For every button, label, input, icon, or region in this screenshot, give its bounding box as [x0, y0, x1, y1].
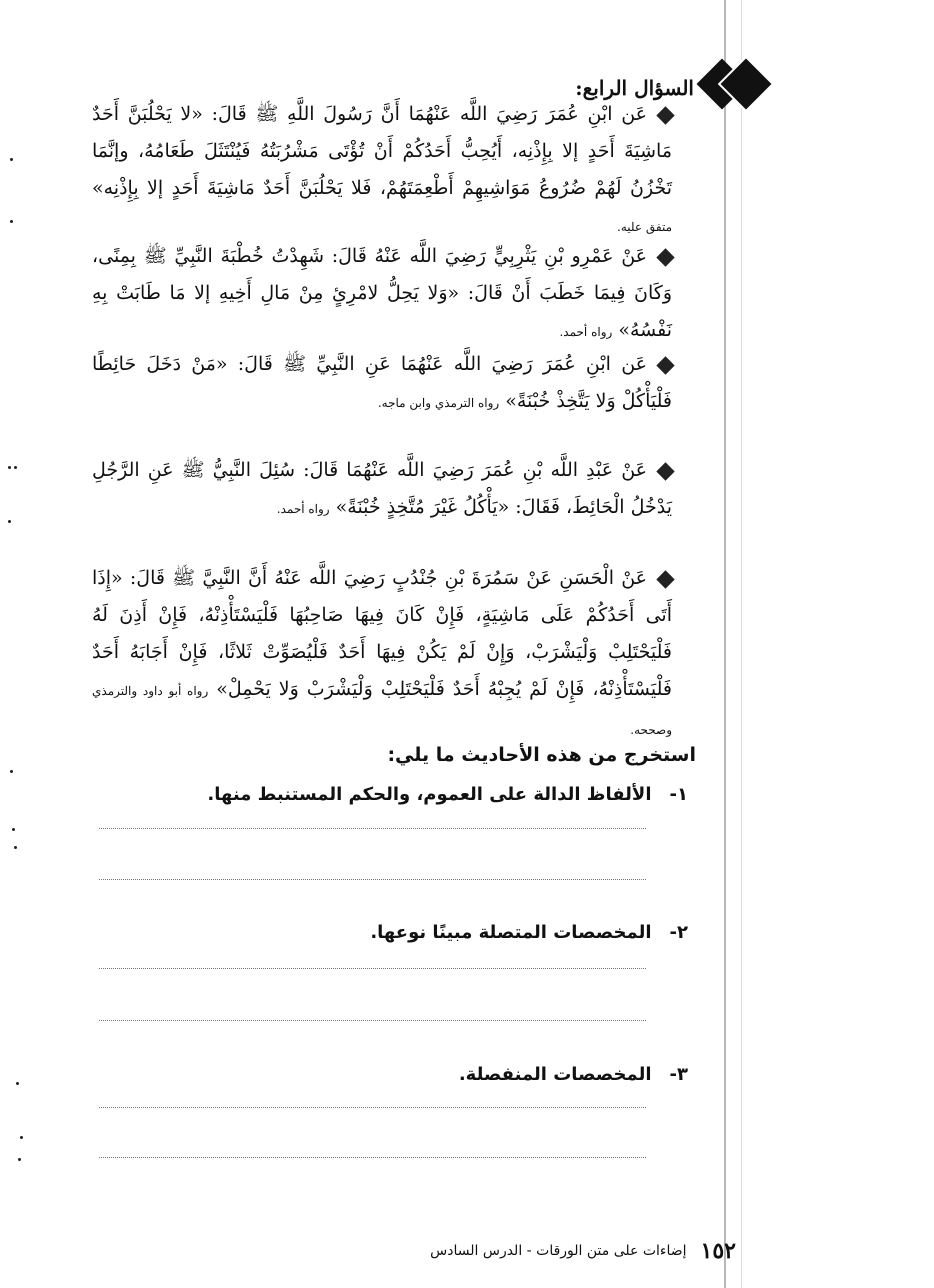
hadith-text: عَن ابْنِ عُمَرَ رَضِيَ اللَّه عَنْهُمَا عَنِ النَّبِيِّ ﷺ قَالَ: «مَنْ دَخَلَ حَائِطًا فَلْيَأْكُلْ وَلا يَتَّخِذْ خُبْنَةً»: [92, 353, 672, 412]
hadith-source: رواه أحمد.: [559, 325, 613, 339]
diamond-bullet-icon: [656, 462, 674, 480]
hadith-1: [92, 96, 672, 246]
answer-line[interactable]: [99, 1107, 646, 1108]
scan-speck: [10, 220, 13, 223]
answer-line[interactable]: [99, 828, 646, 829]
hadith-source: رواه أبو داود والترمذي وصححه.: [92, 684, 672, 737]
question-title: السؤال الرابع:: [575, 76, 694, 100]
hadith-source: رواه الترمذي وابن ماجه.: [377, 396, 500, 410]
scan-speck: [10, 770, 13, 773]
task-intro: استخرج من هذه الأحاديث ما يلي:: [387, 744, 696, 766]
hadith-text: عَنْ عَبْدِ اللَّه بْنِ عُمَرَ رَضِيَ اللَّه عَنْهُمَا قَالَ: سُئِلَ النَّبِيُّ ﷺ عَنِ الرَّجُلِ يَدْخُلُ الْحَائِطَ، فَقَالَ: «يَأْكُلُ غَيْرَ مُتَّخِذٍ خُبْنَةً»: [92, 459, 672, 518]
answer-line[interactable]: [99, 968, 646, 969]
scan-speck: [12, 828, 15, 831]
task-item-text: المخصصات المتصلة مبينًا نوعها.: [370, 922, 652, 943]
scan-speck: [8, 520, 11, 523]
scan-speck: [8, 466, 11, 469]
diamond-bullet-icon: [656, 356, 674, 374]
answer-line[interactable]: [99, 879, 646, 880]
scan-speck: [16, 1082, 19, 1085]
task-item-2: [370, 922, 688, 943]
page-fold-shadow: [741, 0, 742, 1288]
task-item-number: ٣-: [669, 1064, 688, 1085]
diamond-bullet-icon: [656, 106, 674, 124]
page-footer: [430, 1238, 736, 1264]
hadith-text: عَن ابْنِ عُمَرَ رَضِيَ اللَّه عَنْهُمَا أَنَّ رَسُولَ اللَّهِ ﷺ قَالَ: «لا يَحْلُبَنَّ أَحَدٌ مَاشِيَةَ أَحَدٍ إلا بِإِذْنِه، أَيُحِبُّ أَحَدُكُمْ أَنْ تُؤْتَى مَشْرُبَتُهُ فَيُنْتَثَلَ طَعَامُهُ، وإنَّمَا تَخْزُنُ لَهُمْ ضُرُوعُ مَوَاشِيهِمْ أَطْعِمَتَهُمْ، فَلا يَحْلُبَنَّ أَحَدٌ مَاشِيَةَ أَحَدٍ إلا بِإِذْنِه»: [92, 103, 672, 199]
task-item-1: [207, 784, 688, 805]
hadith-source: متفق عليه.: [617, 220, 672, 234]
task-item-number: ٢-: [669, 922, 688, 943]
diamond-bullet-icon: [656, 248, 674, 266]
task-item-text: المخصصات المنفصلة.: [458, 1064, 652, 1085]
task-item-number: ١-: [669, 784, 688, 805]
hadith-text: عَنْ الْحَسَنِ عَنْ سَمُرَةَ بْنِ جُنْدُبٍ رَضِيَ اللَّه عَنْهُ أَنَّ النَّبِيَّ ﷺ قَالَ: «إِذَا أَتَى أَحَدُكُمْ عَلَى مَاشِيَةٍ، فَإِنْ كَانَ فِيهَا صَاحِبُهَا فَلْيَسْتَأْذِنْهُ، فَإِنْ أَذِنَ لَهُ فَلْيَحْتَلِبْ وَلْيَشْرَبْ، وَإِنْ لَمْ يَكُنْ فِيهَا أَحَدٌ فَلْيُصَوِّتْ ثَلاثًا، فَإِنْ أَجَابَهُ أَحَدٌ فَلْيَسْتَأْذِنْهُ، فَإِنْ لَمْ يُجِبْهُ أَحَدٌ فَلْيَحْتَلِبْ وَلْيَشْرَبْ وَلا يَحْمِلْ»: [92, 567, 672, 700]
hadith-4: [92, 452, 672, 528]
hadith-2: [92, 238, 672, 351]
answer-line[interactable]: [99, 1020, 646, 1021]
hadith-text: عَنْ عَمْرِو بْنِ يَثْرِبِيٍّ رَضِيَ اللَّه عَنْهُ قَالَ: شَهِدْتُ خُطْبَةَ النَّبِيِّ ﷺ بِمِنًى، وَكَانَ فِيمَا خَطَبَ أَنْ قَالَ: «وَلا يَحِلُّ لامْرِئٍ مِنْ مَالِ أَخِيهِ إلا مَا طَابَتْ بِهِ نَفْسُهُ»: [92, 245, 672, 341]
hadith-source: رواه أحمد.: [276, 502, 330, 516]
task-item-text: الألفاظ الدالة على العموم، والحكم المستنبط منها.: [207, 784, 652, 805]
answer-line[interactable]: [99, 1157, 646, 1158]
page-number: ١٥٢: [700, 1238, 736, 1264]
hadith-3: [92, 346, 672, 422]
scan-speck: [10, 158, 13, 161]
scan-speck: [14, 846, 17, 849]
diamond-marker-icon: [700, 58, 782, 112]
scan-speck: [18, 1158, 21, 1161]
diamond-bullet-icon: [656, 570, 674, 588]
footer-title: إضاءات على متن الورقات - الدرس السادس: [430, 1243, 687, 1259]
task-item-3: [459, 1064, 688, 1085]
hadith-5: [92, 560, 672, 749]
page-fold-line: [724, 0, 726, 1288]
scan-speck: [20, 1136, 23, 1139]
scan-speck: [14, 466, 17, 469]
